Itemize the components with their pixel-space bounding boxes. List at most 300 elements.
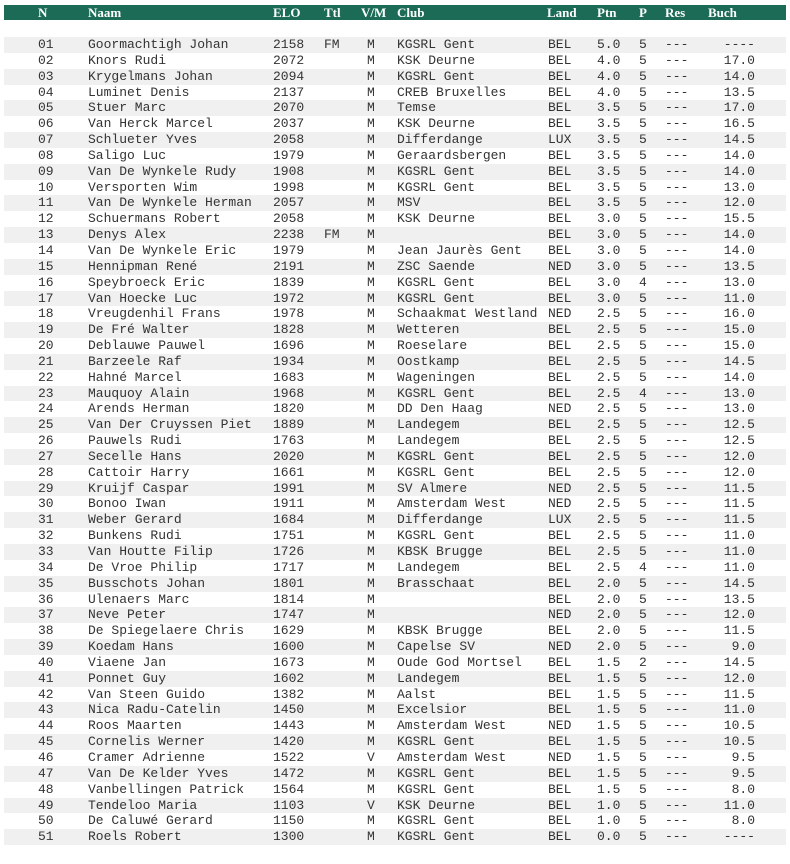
table-row [4,560,786,576]
cell-p: 5 [639,448,647,464]
cell-ptn: 1.5 [597,670,621,686]
table-row [4,465,786,481]
cell-naam: De Caluwé Gerard [88,813,213,829]
cell-buch: 9.5 [731,749,755,765]
cell-n: 04 [38,84,54,100]
cell-vm: M [367,242,375,258]
cell-n: 31 [38,512,54,528]
cell-p: 5 [639,702,647,718]
cell-res: --- [665,163,689,179]
cell-res: --- [665,448,689,464]
cell-res: --- [665,100,689,116]
cell-buch: 12.5 [723,433,755,449]
table-row [4,449,786,465]
table-row [4,37,786,53]
cell-ttl [324,195,361,211]
cell-p: 5 [639,591,647,607]
cell-p: 5 [639,797,647,813]
cell-naam: Busschots Johan [88,575,206,591]
cell-p: 5 [639,68,647,84]
cell-res: --- [665,813,689,829]
cell-elo: 1103 [273,797,305,813]
cell-n: 42 [38,686,54,702]
cell-ttl [324,243,361,259]
cell-land: BEL [548,385,572,401]
cell-res: --- [665,591,689,607]
cell-buch: 13.5 [723,84,755,100]
cell-naam: De Spiegelaere Chris [88,623,245,639]
cell-land: NED [548,718,572,734]
cell-n: 48 [38,781,54,797]
cell-naam: Vreugdenhil Frans [88,306,221,322]
cell-vm: M [367,338,375,354]
cell-elo: 1828 [273,322,305,338]
cell-ptn: 1.0 [597,813,621,829]
cell-p: 5 [639,670,647,686]
cell-land: BEL [548,448,572,464]
cell-naam: Koedam Hans [88,639,174,655]
cell-land: BEL [548,559,572,575]
cell-elo: 1839 [273,274,305,290]
cell-vm: M [367,417,375,433]
cell-elo: 1382 [273,686,305,702]
cell-p: 5 [639,417,647,433]
cell-land: BEL [548,322,572,338]
table-row [4,750,786,766]
cell-vm: M [367,575,375,591]
cell-naam: Cramer Adrienne [88,749,206,765]
table-row [4,766,786,782]
cell-ttl [324,496,361,512]
cell-club [397,592,547,608]
cell-land: LUX [548,132,572,148]
table-row [4,718,786,734]
cell-buch: 10.5 [723,734,755,750]
cell-ttl [324,53,361,69]
cell-n: 35 [38,575,54,591]
cell-vm: M [367,132,375,148]
table-row [4,227,786,243]
cell-ptn: 2.5 [597,385,621,401]
cell-club: Amsterdam West [397,749,507,765]
cell-vm: M [367,211,375,227]
cell-ttl [324,718,361,734]
cell-buch: ---- [723,829,755,845]
cell-club: Aalst [397,686,437,702]
cell-elo: 1979 [273,147,305,163]
cell-ptn: 3.5 [597,116,621,132]
cell-buch: 8.0 [731,813,755,829]
cell-n: 19 [38,322,54,338]
cell-elo: 1726 [273,544,305,559]
cell-club: Amsterdam West [397,496,507,512]
cell-p: 5 [639,211,647,227]
cell-land: BEL [548,829,572,845]
cell-ttl [324,687,361,703]
cell-p: 5 [639,575,647,591]
cell-n: 29 [38,480,54,496]
cell-buch: 11.5 [723,623,755,639]
cell-p: 5 [639,84,647,100]
cell-ptn: 1.5 [597,734,621,750]
cell-buch: 14.0 [723,147,755,163]
cell-club: KBSK Brugge [397,544,483,559]
cell-buch: 12.0 [723,464,755,480]
cell-naam: Goormachtigh Johan [88,37,229,52]
cell-vm: M [367,480,375,496]
table-row [4,148,786,164]
cell-naam: Van Steen Guido [88,686,206,702]
cell-ttl [324,528,361,544]
cell-vm: M [367,433,375,449]
cell-club: Oostkamp [397,353,460,369]
cell-ttl [324,671,361,687]
cell-naam: Knors Rudi [88,52,167,68]
cell-land: NED [548,496,572,512]
cell-naam: De Vroe Philip [88,559,198,575]
cell-ttl [324,734,361,750]
cell-res: --- [665,670,689,686]
cell-vm: M [367,829,375,845]
cell-n: 13 [38,227,54,243]
cell-buch: 11.0 [723,797,755,813]
table-row [4,671,786,687]
cell-res: --- [665,401,689,417]
cell-p: 5 [639,623,647,639]
cell-res: --- [665,258,689,274]
cell-ttl [324,750,361,766]
table-row [4,116,786,132]
cell-ptn: 2.0 [597,575,621,591]
cell-elo: 1814 [273,591,305,607]
cell-vm: M [367,528,375,544]
cell-ttl [324,544,361,560]
cell-n: 26 [38,433,54,449]
header-elo: ELO [273,5,301,20]
cell-naam: Bonoo Iwan [88,496,167,512]
cell-elo: 2058 [273,132,305,148]
cell-n: 25 [38,417,54,433]
cell-n: 12 [38,211,54,227]
cell-ttl [324,449,361,465]
cell-buch: 16.0 [723,306,755,322]
cell-p: 5 [639,464,647,480]
cell-land: BEL [548,37,572,52]
cell-elo: 2058 [273,211,305,227]
cell-vm: M [367,559,375,575]
cell-ttl [324,702,361,718]
cell-res: --- [665,179,689,195]
cell-n: 18 [38,306,54,322]
header-ptn: Ptn [597,5,617,20]
cell-elo: 1889 [273,417,305,433]
header-land: Land [547,5,577,20]
cell-res: --- [665,338,689,354]
cell-land: BEL [548,338,572,354]
cell-elo: 2070 [273,100,305,116]
cell-res: --- [665,84,689,100]
cell-naam: Van De Wynkele Herman [88,195,252,211]
cell-buch: 15.5 [723,211,755,227]
cell-club: Landegem [397,670,460,686]
cell-club: KGSRL Gent [397,464,476,480]
cell-buch: 16.5 [723,116,755,132]
cell-land: NED [548,306,572,322]
table-row [4,829,786,845]
cell-n: 05 [38,100,54,116]
cell-ptn: 3.5 [597,179,621,195]
cell-n: 17 [38,290,54,306]
cell-ttl [324,259,361,275]
cell-ptn: 2.5 [597,448,621,464]
cell-naam: Denys Alex [88,227,167,243]
cell-res: --- [665,734,689,750]
cell-club: KGSRL Gent [397,734,476,750]
cell-n: 49 [38,797,54,813]
cell-elo: 1472 [273,765,305,781]
cell-ptn: 1.5 [597,702,621,718]
cell-elo: 1300 [273,829,305,845]
cell-naam: Tendeloo Maria [88,797,198,813]
cell-elo: 1934 [273,353,305,369]
cell-naam: Barzeele Raf [88,353,182,369]
cell-ttl [324,639,361,655]
cell-vm: M [367,163,375,179]
cell-club: Geraardsbergen [397,147,507,163]
cell-elo: 1696 [273,338,305,354]
cell-elo: 1978 [273,306,305,322]
cell-elo: 1968 [273,385,305,401]
cell-club: Schaakmat Westland [397,306,538,322]
cell-n: 34 [38,559,54,575]
cell-club: KGSRL Gent [397,813,476,829]
cell-n: 15 [38,258,54,274]
cell-ttl [324,417,361,433]
cell-vm: M [367,385,375,401]
cell-p: 5 [639,749,647,765]
cell-vm: M [367,353,375,369]
cell-buch: 11.0 [723,544,755,559]
cell-buch: 13.0 [723,385,755,401]
cell-n: 47 [38,765,54,781]
cell-vm: M [367,781,375,797]
cell-elo: 1820 [273,401,305,417]
cell-n: 41 [38,670,54,686]
cell-n: 06 [38,116,54,132]
cell-club: MSV [397,195,421,211]
table-row [4,813,786,829]
cell-res: --- [665,480,689,496]
cell-p: 5 [639,686,647,702]
cell-ptn: 2.5 [597,433,621,449]
cell-ttl [324,782,361,798]
cell-res: --- [665,559,689,575]
cell-land: BEL [548,211,572,227]
cell-land: NED [548,480,572,496]
cell-buch: ---- [723,37,755,52]
cell-n: 43 [38,702,54,718]
cell-ttl [324,623,361,639]
cell-p: 5 [639,306,647,322]
cell-elo: 1684 [273,512,305,528]
cell-vm: M [367,37,375,52]
table-row [4,370,786,386]
cell-p: 5 [639,734,647,750]
cell-elo: 1801 [273,575,305,591]
cell-n: 22 [38,369,54,385]
cell-naam: Viaene Jan [88,654,167,670]
cell-land: BEL [548,686,572,702]
cell-ptn: 0.0 [597,829,621,845]
cell-vm: M [367,639,375,655]
cell-land: BEL [548,623,572,639]
cell-res: --- [665,575,689,591]
table-row [4,623,786,639]
table-row [4,132,786,148]
table-row [4,544,786,560]
cell-ttl [324,132,361,148]
cell-ptn: 3.0 [597,211,621,227]
cell-p: 5 [639,607,647,623]
table-row [4,164,786,180]
cell-land: BEL [548,242,572,258]
cell-naam: Krygelmans Johan [88,68,213,84]
cell-ptn: 2.5 [597,401,621,417]
header-club: Club [397,5,425,20]
cell-club: KBSK Brugge [397,623,483,639]
table-row [4,512,786,528]
cell-res: --- [665,353,689,369]
cell-buch: 17.0 [723,52,755,68]
cell-p: 5 [639,765,647,781]
table-row [4,798,786,814]
cell-elo: 2137 [273,84,305,100]
cell-ttl [324,148,361,164]
cell-n: 09 [38,163,54,179]
cell-naam: Weber Gerard [88,512,182,528]
cell-land: BEL [548,147,572,163]
cell-club: DD Den Haag [397,401,483,417]
cell-vm: M [367,147,375,163]
cell-ptn: 2.5 [597,464,621,480]
table-row [4,53,786,69]
cell-elo: 1602 [273,670,305,686]
cell-land: BEL [548,702,572,718]
table-row [4,592,786,608]
cell-buch: 15.0 [723,338,755,354]
cell-naam: Kruijf Caspar [88,480,190,496]
cell-club: Landegem [397,559,460,575]
cell-ttl [324,829,361,845]
cell-club: KGSRL Gent [397,781,476,797]
table-row [4,354,786,370]
cell-club: Excelsior [397,702,468,718]
cell-n: 01 [38,37,54,52]
cell-club: Jean Jaurès Gent [397,242,522,258]
table-row [4,528,786,544]
cell-club: Landegem [397,417,460,433]
cell-club [397,227,547,243]
cell-land: BEL [548,670,572,686]
cell-buch: 11.5 [723,512,755,528]
header-n: N [38,5,48,20]
cell-club: KGSRL Gent [397,448,476,464]
cell-naam: Mauquoy Alain [88,385,190,401]
cell-naam: Pauwels Rudi [88,433,182,449]
cell-p: 5 [639,829,647,845]
cell-p: 5 [639,781,647,797]
cell-res: --- [665,829,689,845]
cell-buch: 11.0 [723,702,755,718]
table-row [4,100,786,116]
cell-club: Landegem [397,433,460,449]
cell-ttl [324,164,361,180]
cell-club: KGSRL Gent [397,179,476,195]
table-row [4,306,786,322]
table-row [4,401,786,417]
cell-vm: M [367,496,375,512]
cell-ttl: FM [324,37,340,52]
cell-land: BEL [548,575,572,591]
cell-vm: V [367,797,375,813]
cell-land: NED [548,607,572,623]
table-row [4,687,786,703]
cell-naam: Van Houtte Filip [88,544,213,559]
cell-elo: 1522 [273,749,305,765]
cell-p: 4 [639,559,647,575]
cell-n: 50 [38,813,54,829]
cell-ttl [324,116,361,132]
cell-buch: 12.0 [723,607,755,623]
table-row [4,655,786,671]
cell-buch: 13.5 [723,591,755,607]
cell-buch: 13.5 [723,258,755,274]
cell-club: Oude God Mortsel [397,654,522,670]
cell-vm: M [367,306,375,322]
cell-ptn: 3.5 [597,132,621,148]
cell-land: BEL [548,528,572,544]
cell-res: --- [665,433,689,449]
cell-n: 16 [38,274,54,290]
cell-p: 5 [639,132,647,148]
cell-n: 14 [38,242,54,258]
cell-res: --- [665,781,689,797]
cell-naam: Van De Wynkele Rudy [88,163,237,179]
cell-vm: M [367,179,375,195]
table-row [4,69,786,85]
cell-naam: Roels Robert [88,829,182,845]
cell-res: --- [665,290,689,306]
cell-land: LUX [548,512,572,528]
table-row [4,639,786,655]
cell-naam: Van Herck Marcel [88,116,213,132]
cell-ptn: 2.5 [597,559,621,575]
cell-p: 5 [639,813,647,829]
cell-ttl [324,813,361,829]
cell-naam: Stuer Marc [88,100,167,116]
cell-p: 5 [639,512,647,528]
table-body [4,37,786,845]
cell-buch: 11.5 [723,480,755,496]
cell-res: --- [665,37,689,52]
cell-ptn: 2.5 [597,322,621,338]
cell-n: 02 [38,52,54,68]
cell-land: NED [548,401,572,417]
table-row [4,576,786,592]
cell-elo: 1443 [273,718,305,734]
cell-vm: M [367,100,375,116]
cell-vm: M [367,84,375,100]
